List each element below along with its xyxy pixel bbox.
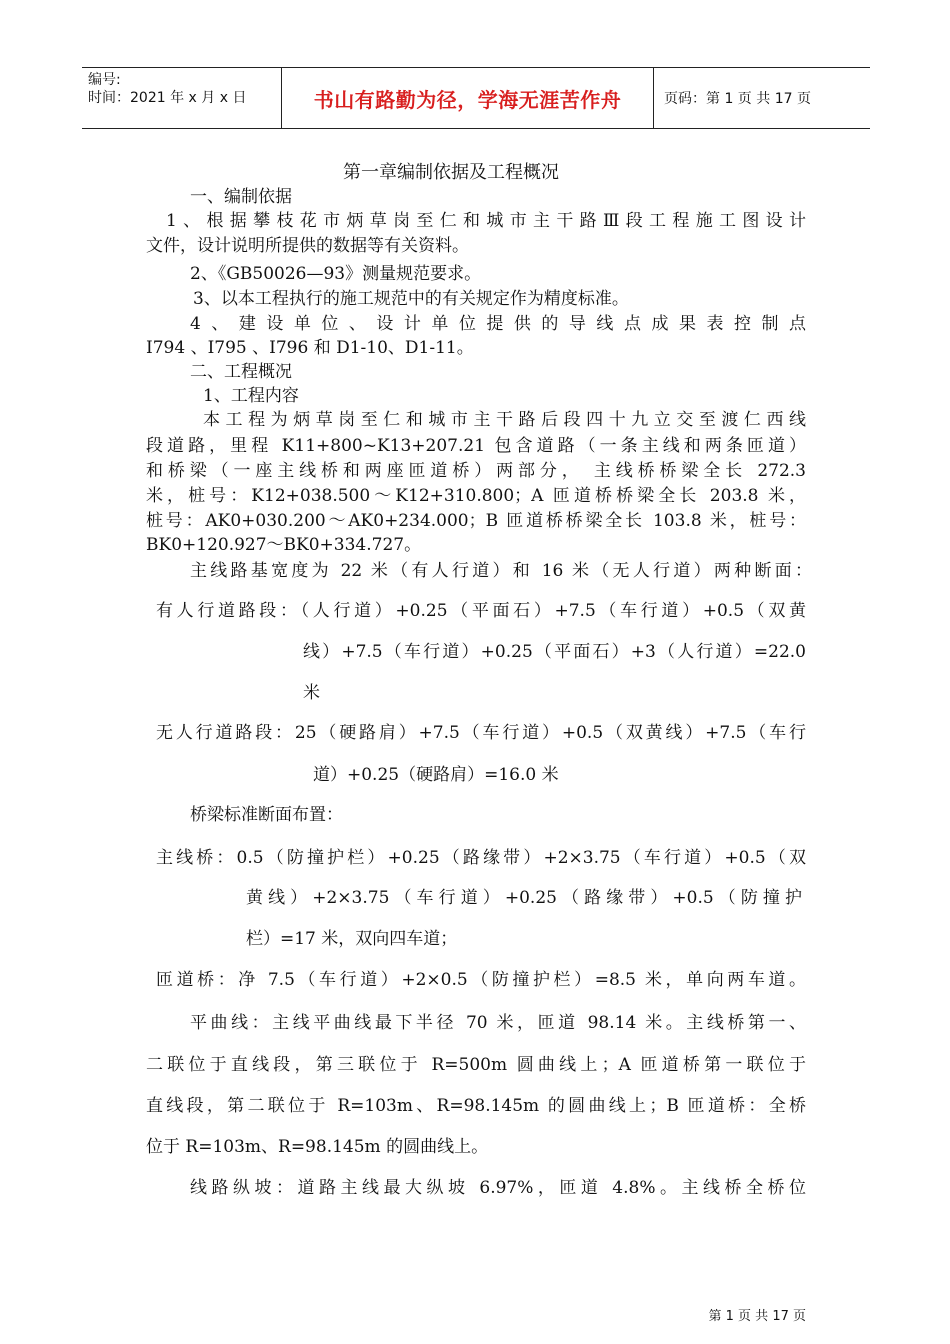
paragraph-12-line-1: 平曲线：主线平曲线最下半径 70 米，匝道 98.14 米。主线桥第一、 (190, 1013, 806, 1033)
paragraph-5-line-1: 本工程为炳草岗至仁和城市主干路后段四十九立交至渡仁西线 (203, 410, 806, 430)
paragraph-10-line-2: 黄线）+2×3.75（车行道）+0.25（路缘带）+0.5（防撞护 (246, 888, 802, 908)
paragraph-5-line-2: 段道路，里程 K11+800~K13+207.21 包含道路（一条主线和两条匝道） (146, 436, 806, 456)
paragraph-9: 桥梁标准断面布置： (190, 805, 343, 825)
paragraph-13: 线路纵坡：道路主线最大纵坡 6.97%，匝道 4.8%。主线桥全桥位 (190, 1178, 806, 1198)
paragraph-3: 3、以本工程执行的施工规范中的有关规定作为精度标准。 (193, 289, 629, 309)
paragraph-7-line-2: 线）+7.5（车行道）+0.25（平面石）+3（人行道）=22.0 (303, 642, 806, 662)
paragraph-1-line-1: 1、根据攀枝花市炳草岗至仁和城市主干路Ⅲ段工程施工图设计 (166, 211, 806, 231)
section-heading-basis: 一、编制依据 (190, 187, 292, 207)
paragraph-5-line-4: 米，桩号：K12+038.500～K12+310.800；A 匝道桥桥梁全长 203.8 米， (146, 486, 806, 506)
paragraph-10-line-3: 栏）=17 米，双向四车道； (246, 929, 458, 949)
header-page-info: 页码：第 1 页 共 17 页 (664, 91, 811, 107)
paragraph-5-line-6: BK0+120.927～BK0+334.727。 (146, 535, 422, 555)
paragraph-4-line-2: I794 、I795 、I796 和 D1-10、D1-11。 (146, 338, 474, 358)
paragraph-2: 2、《GB50026—93》测量规范要求。 (190, 264, 482, 284)
subsection-heading-content: 1、工程内容 (203, 386, 299, 406)
paragraph-1-line-2: 文件，设计说明所提供的数据等有关资料。 (146, 236, 469, 256)
header-motto: 书山有路勤为径，学海无涯苦作舟 (313, 87, 622, 112)
page-header (82, 67, 870, 129)
paragraph-4-line-1: 4、建设单位、设计单位提供的导线点成果表控制点 (190, 314, 806, 334)
paragraph-11: 匝道桥：净 7.5（车行道）+2×0.5（防撞护栏）=8.5 米，单向两车道。 (156, 970, 806, 990)
paragraph-12-line-2: 二联位于直线段，第三联位于 R=500m 圆曲线上；A 匝道桥第一联位于 (146, 1055, 806, 1075)
paragraph-7-line-3: 米 (303, 683, 320, 703)
paragraph-7-line-1: 有人行道路段：（人行道）+0.25（平面石）+7.5（车行道）+0.5（双黄 (156, 601, 806, 621)
page-footer: 第 1 页 共 17 页 (708, 1309, 806, 1324)
paragraph-10-line-1: 主线桥：0.5（防撞护栏）+0.25（路缘带）+2×3.75（车行道）+0.5（双 (156, 848, 806, 868)
code-label: 编号: (88, 72, 121, 88)
chapter-title: 第一章编制依据及工程概况 (343, 162, 559, 183)
paragraph-5-line-3: 和桥梁（一座主线桥和两座匝道桥）两部分， 主线桥桥梁全长 272.3 (146, 461, 806, 481)
section-heading-overview: 二、工程概况 (190, 362, 292, 382)
paragraph-5-line-5: 桩号：AK0+030.200～AK0+234.000；B 匝道桥桥梁全长 103.8 米，桩号： (146, 511, 806, 531)
paragraph-12-line-4: 位于 R=103m、R=98.145m 的圆曲线上。 (146, 1137, 489, 1157)
header-motto-cell (282, 68, 654, 128)
paragraph-8-line-1: 无人行道路段：25（硬路肩）+7.5（车行道）+0.5（双黄线）+7.5（车行 (156, 723, 806, 743)
header-meta (82, 68, 282, 128)
paragraph-12-line-3: 直线段，第二联位于 R=103m、R=98.145m 的圆曲线上；B 匝道桥：全桥 (146, 1096, 806, 1116)
paragraph-8-line-2: 道）+0.25（硬路肩）=16.0 米 (313, 765, 559, 785)
time-label: 时间：2021 年 x 月 x 日 (88, 90, 247, 106)
paragraph-6: 主线路基宽度为 22 米（有人行道）和 16 米（无人行道）两种断面： (190, 561, 812, 581)
